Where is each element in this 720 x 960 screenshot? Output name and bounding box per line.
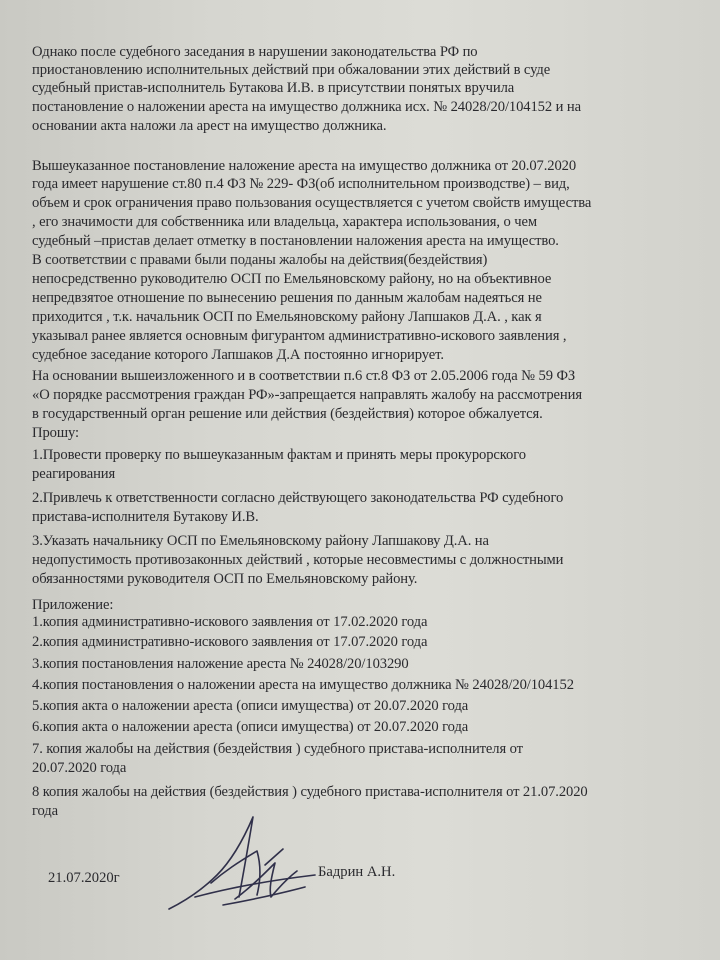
text-line: постановление о наложении ареста на имущество должника исх. № 24028/20/104152 и на <box>32 99 581 115</box>
text-line: Однако после судебного заседания в нарушении законодательства РФ по <box>32 44 478 60</box>
text-line: указывал ранее является основным фигурантом административно-искового заявления , <box>32 328 567 344</box>
text-line: 2.копия административно-искового заявления от 17.07.2020 года <box>32 634 428 650</box>
text-line: 7. копия жалобы на действия (бездействия ) судебного пристава-исполнителя от <box>32 741 523 757</box>
text-line: недопустимость противозаконных действий , которые несовместимы с должностными <box>32 552 564 568</box>
text-line: судебный пристав-исполнитель Бутакова И.В. в присутствии понятых вручила <box>32 80 515 96</box>
text-line: в государственный орган решение или действия (бездействия) которое обжалуется. <box>32 406 543 422</box>
text-line: обязанностями руководителя ОСП по Емельяновскому району. <box>32 571 418 587</box>
text-line: Вышеуказанное постановление наложение ареста на имущество должника от 20.07.2020 <box>32 158 577 174</box>
text-line: основании акта наложи ла арест на имущество должника. <box>32 118 387 134</box>
handwritten-signature <box>165 805 325 915</box>
text-line: пристава-исполнителя Бутакову И.В. <box>32 509 259 525</box>
text-line: Приложение: <box>32 597 114 613</box>
text-line: Прошу: <box>32 425 79 441</box>
text-line: В соответствии с правами были поданы жалобы на действия(бездействия) <box>32 252 488 268</box>
text-line: судебное заседание которого Лапшаков Д.А постоянно игнорирует. <box>32 347 444 363</box>
text-line: На основании вышеизложенного и в соответствии п.6 ст.8 ФЗ от 2.05.2006 года № 59 ФЗ <box>32 368 576 384</box>
text-line: непредвзятое отношение по вынесению решения по данным жалобам надеяться не <box>32 290 542 306</box>
text-line: года имеет нарушение ст.80 п.4 ФЗ № 229- ФЗ(об исполнительном производстве) – вид, <box>32 176 570 192</box>
text-line: 5.копия акта о наложении ареста (описи имущества) от 20.07.2020 года <box>32 698 469 714</box>
text-line: 1.копия административно-искового заявления от 17.02.2020 года <box>32 614 428 630</box>
document-date: 21.07.2020г <box>48 870 120 886</box>
text-line: непосредственно руководителю ОСП по Емельяновскому району, но на объективное <box>32 271 552 287</box>
text-line: , его значимости для собственника или владельца, характера использования, о чем <box>32 214 537 230</box>
text-line: 1.Провести проверку по вышеуказанным фактам и принять меры прокурорского <box>32 447 526 463</box>
text-line: 8 копия жалобы на действия (бездействия ) судебного пристава-исполнителя от 21.07.2020 <box>32 784 588 800</box>
text-line: 4.копия постановления о наложении ареста на имущество должника № 24028/20/104152 <box>32 677 574 693</box>
text-line: приходится , т.к. начальник ОСП по Емельяновскому району Лапшаков Д.А. , как я <box>32 309 542 325</box>
text-line: 6.копия акта о наложении ареста (описи имущества) от 20.07.2020 года <box>32 719 469 735</box>
text-line: приостановлению исполнительных действий при обжаловании этих действий в суде <box>32 62 551 78</box>
text-line: 3.копия постановления наложение ареста № 24028/20/103290 <box>32 656 409 672</box>
text-line: 20.07.2020 года <box>32 760 127 776</box>
text-line: 2.Привлечь к ответственности согласно действующего законодательства РФ судебного <box>32 490 564 506</box>
text-line: 3.Указать начальнику ОСП по Емельяновскому району Лапшакову Д.А. на <box>32 533 489 549</box>
text-line: года <box>32 803 59 819</box>
text-line: объем и срок ограничения право пользования осуществляется с учетом свойств имущества <box>32 195 592 211</box>
text-line: судебный –пристав делает отметку в постановлении наложения ареста на имущество. <box>32 233 559 249</box>
text-line: «О порядке рассмотрения граждан РФ»-запрещается направлять жалобу на рассмотрения <box>32 387 582 403</box>
signer-name: Бадрин А.Н. <box>318 864 396 880</box>
text-line: реагирования <box>32 466 116 482</box>
